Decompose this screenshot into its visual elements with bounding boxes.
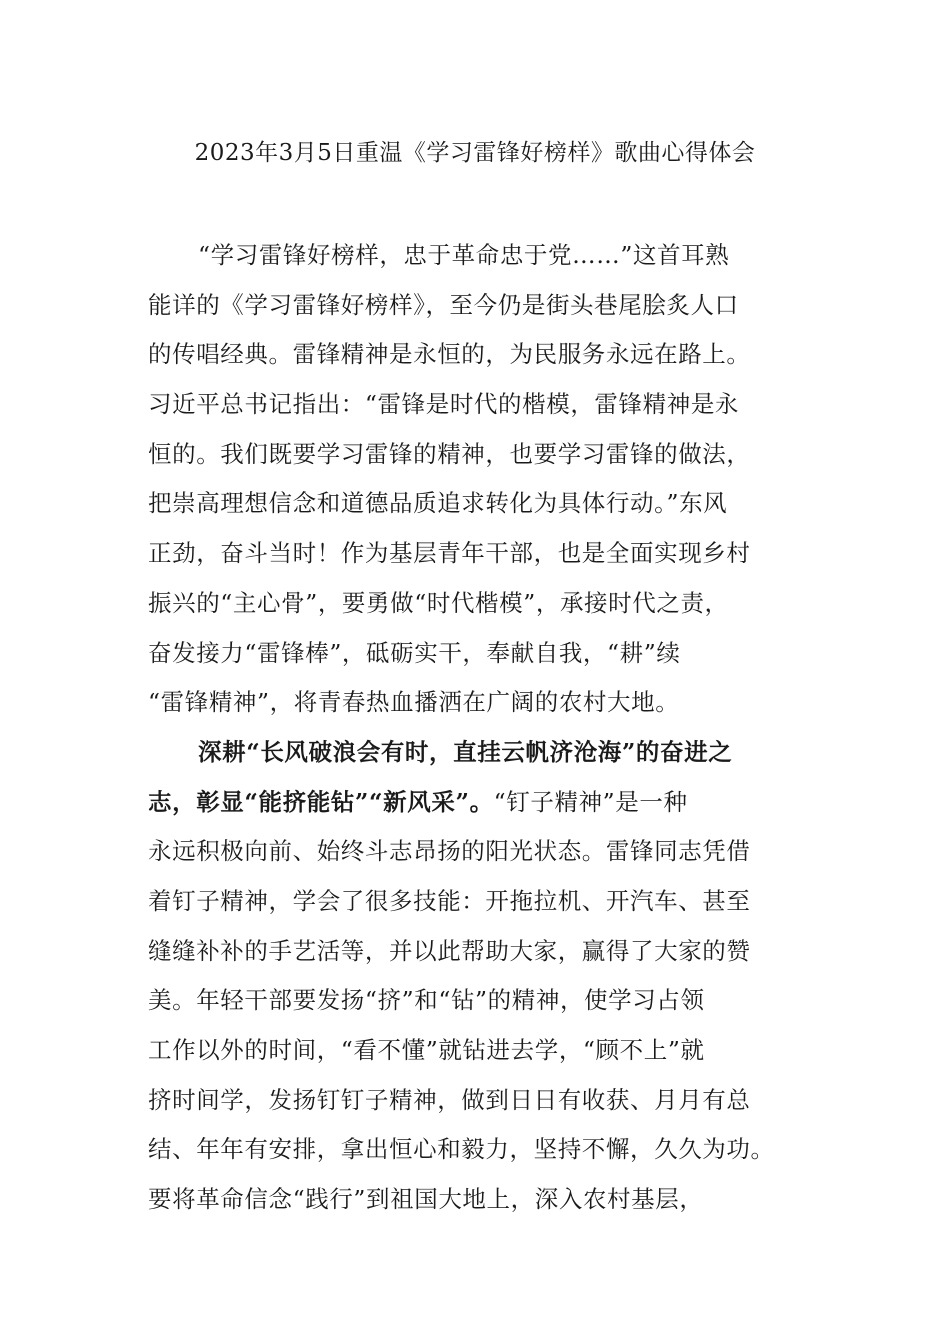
paragraph-line: 振兴的“主心骨”，要勇做“时代楷模”，承接时代之责， — [148, 588, 729, 617]
paragraph-line — [148, 778, 803, 828]
paragraph-line: 永远积极向前、始终斗志昂扬的阳光状态。雷锋同志凭借 — [148, 837, 751, 866]
paragraph-line: 着钉子精神，学会了很多技能：开拖拉机、开汽车、甚至 — [148, 886, 751, 915]
paragraph-line: 缝缝补补的手艺活等，并以此帮助大家，赢得了大家的赞 — [148, 936, 751, 965]
paragraph-line: 结、年年有安排，拿出恒心和毅力，坚持不懈，久久为功。 — [148, 1135, 775, 1164]
paragraph-line: 习近平总书记指出：“雷锋是时代的楷模，雷锋精神是永 — [148, 390, 740, 419]
paragraph-line: 挤时间学，发扬钉钉子精神，做到日日有收获、月月有总 — [148, 1085, 751, 1114]
paragraph-line: “学习雷锋好榜样，忠于革命忠于党……”这首耳熟 — [198, 241, 730, 269]
section-heading-line: 深耕“长风破浪会有时，直挂云帆济沧海”的奋进之 — [198, 737, 733, 766]
paragraph-line: 的传唱经典。雷锋精神是永恒的，为民服务永远在路上。 — [148, 340, 751, 369]
paragraph-line: 要将革命信念“践行”到祖国大地上，深入农村基层， — [148, 1185, 704, 1214]
paragraph-line: 奋发接力“雷锋棒”，砥砺实干，奉献自我，“耕”续 — [148, 638, 681, 667]
paragraph-line: 正劲，奋斗当时！作为基层青年干部，也是全面实现乡村 — [148, 539, 751, 568]
document-body — [148, 231, 803, 1225]
paragraph-line: “雷锋精神”，将青春热血播洒在广阔的农村大地。 — [148, 688, 680, 717]
paragraph-line: 把崇高理想信念和道德品质追求转化为具体行动。”东风 — [148, 489, 728, 518]
paragraph-line: 工作以外的时间，“看不懂”就钻进去学，“顾不上”就 — [148, 1036, 705, 1064]
paragraph-text: “钉子精神”是一种 — [493, 787, 688, 816]
paragraph-line: 美。年轻干部要发扬“挤”和“钻”的精神，使学习占领 — [148, 986, 705, 1015]
document-title: 2023年3月5日重温《学习雷锋好榜样》歌曲心得体会 — [194, 140, 756, 166]
section-heading-text: 志，彰显“能挤能钻”“新风采”。 — [148, 787, 494, 816]
paragraph-line: 恒的。我们既要学习雷锋的精神，也要学习雷锋的做法， — [148, 439, 751, 468]
paragraph-line: 能详的《学习雷锋好榜样》，至今仍是街头巷尾脍炙人口 — [148, 290, 739, 319]
